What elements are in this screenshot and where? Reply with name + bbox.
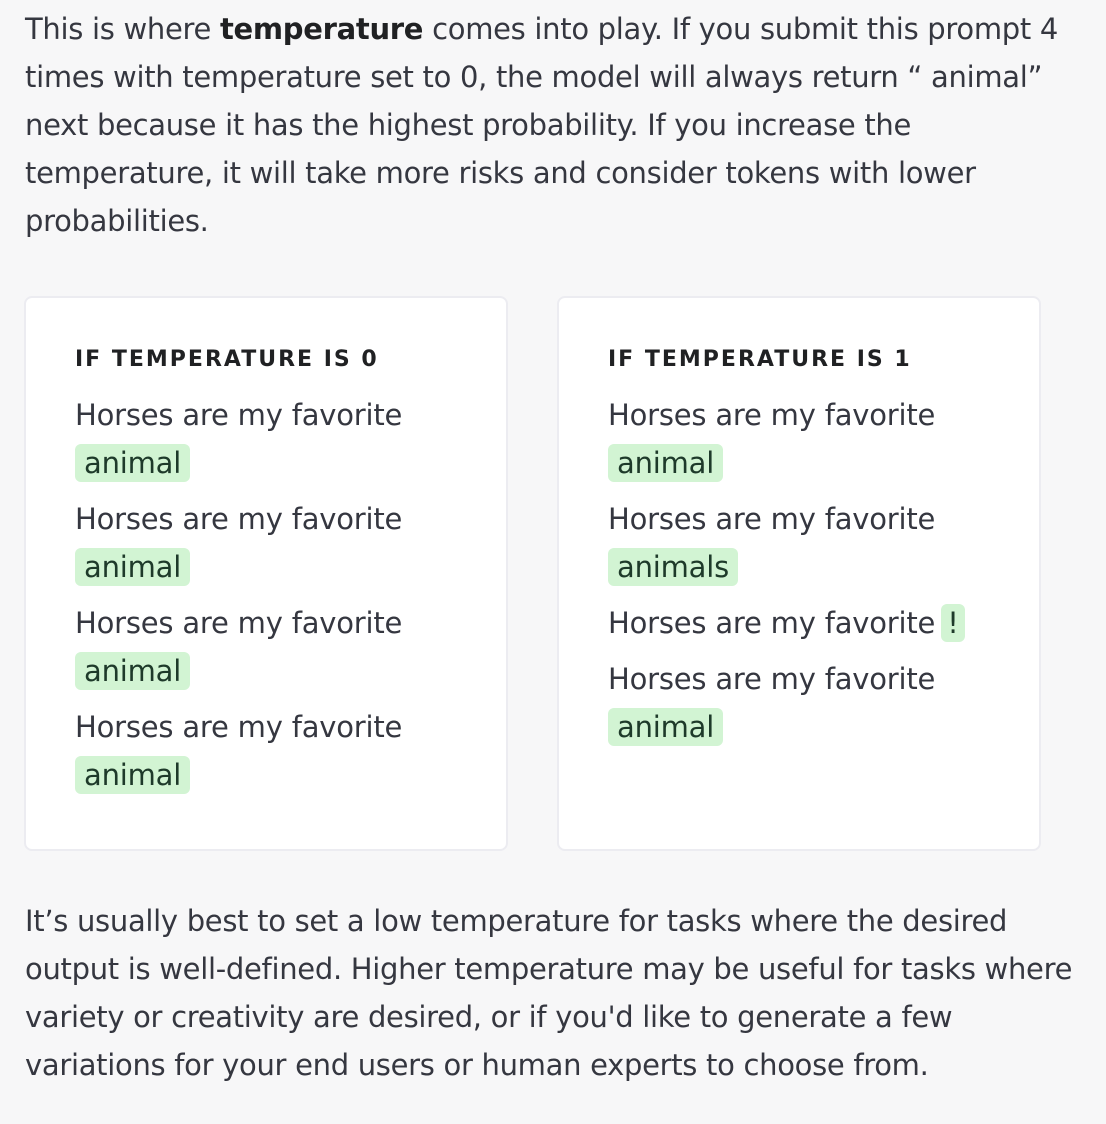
temperature-1-card: [557, 296, 1041, 851]
example-prompt: Horses are my favorite: [75, 710, 403, 744]
example-prompt: Horses are my favorite: [608, 398, 936, 432]
intro-paragraph: [25, 5, 1090, 245]
example-prompt: Horses are my favorite: [608, 606, 936, 640]
completion-token: !: [941, 604, 964, 642]
example-item: [608, 391, 1028, 487]
example-item: [75, 391, 495, 487]
example-item: [75, 495, 495, 591]
example-prompt: Horses are my favorite: [608, 662, 936, 696]
completion-token: animal: [608, 708, 723, 746]
outro-paragraph: It’s usually best to set a low temperature for tasks where the desired output is well-defined. Higher temperature may be useful for tasks where variety or creativity are desired, or if you'd like to generate a few variations for your end users or human experts to choose from.: [25, 904, 1073, 1082]
example-item: [75, 703, 495, 799]
completion-token: animal: [75, 444, 190, 482]
intro-bold-term: temperature: [219, 12, 424, 46]
example-prompt: Horses are my favorite: [75, 502, 403, 536]
example-prompt: Horses are my favorite: [75, 606, 403, 640]
temperature-0-card: [24, 296, 508, 851]
card-heading: IF TEMPERATURE IS 0: [75, 347, 379, 372]
example-prompt: Horses are my favorite: [75, 398, 403, 432]
example-item: [608, 655, 1028, 751]
completion-token: animals: [608, 548, 738, 586]
examples-list: [608, 391, 1028, 759]
completion-token: animal: [608, 444, 723, 482]
example-prompt: Horses are my favorite: [608, 502, 936, 536]
example-item: [608, 599, 1028, 647]
example-item: [75, 599, 495, 695]
intro-text-after: comes into play. If you submit this prompt 4 times with temperature set to 0, the model will always return “ animal” next because it has the highest probability. If you increase the temperature, it will take more risks and consider tokens with lower probabilities.: [25, 12, 1059, 238]
completion-token: animal: [75, 756, 190, 794]
card-heading: IF TEMPERATURE IS 1: [608, 347, 912, 372]
completion-token: animal: [75, 652, 190, 690]
completion-token: animal: [75, 548, 190, 586]
intro-text-before: This is where: [25, 12, 220, 46]
example-item: [608, 495, 1028, 591]
examples-list: [75, 391, 495, 807]
